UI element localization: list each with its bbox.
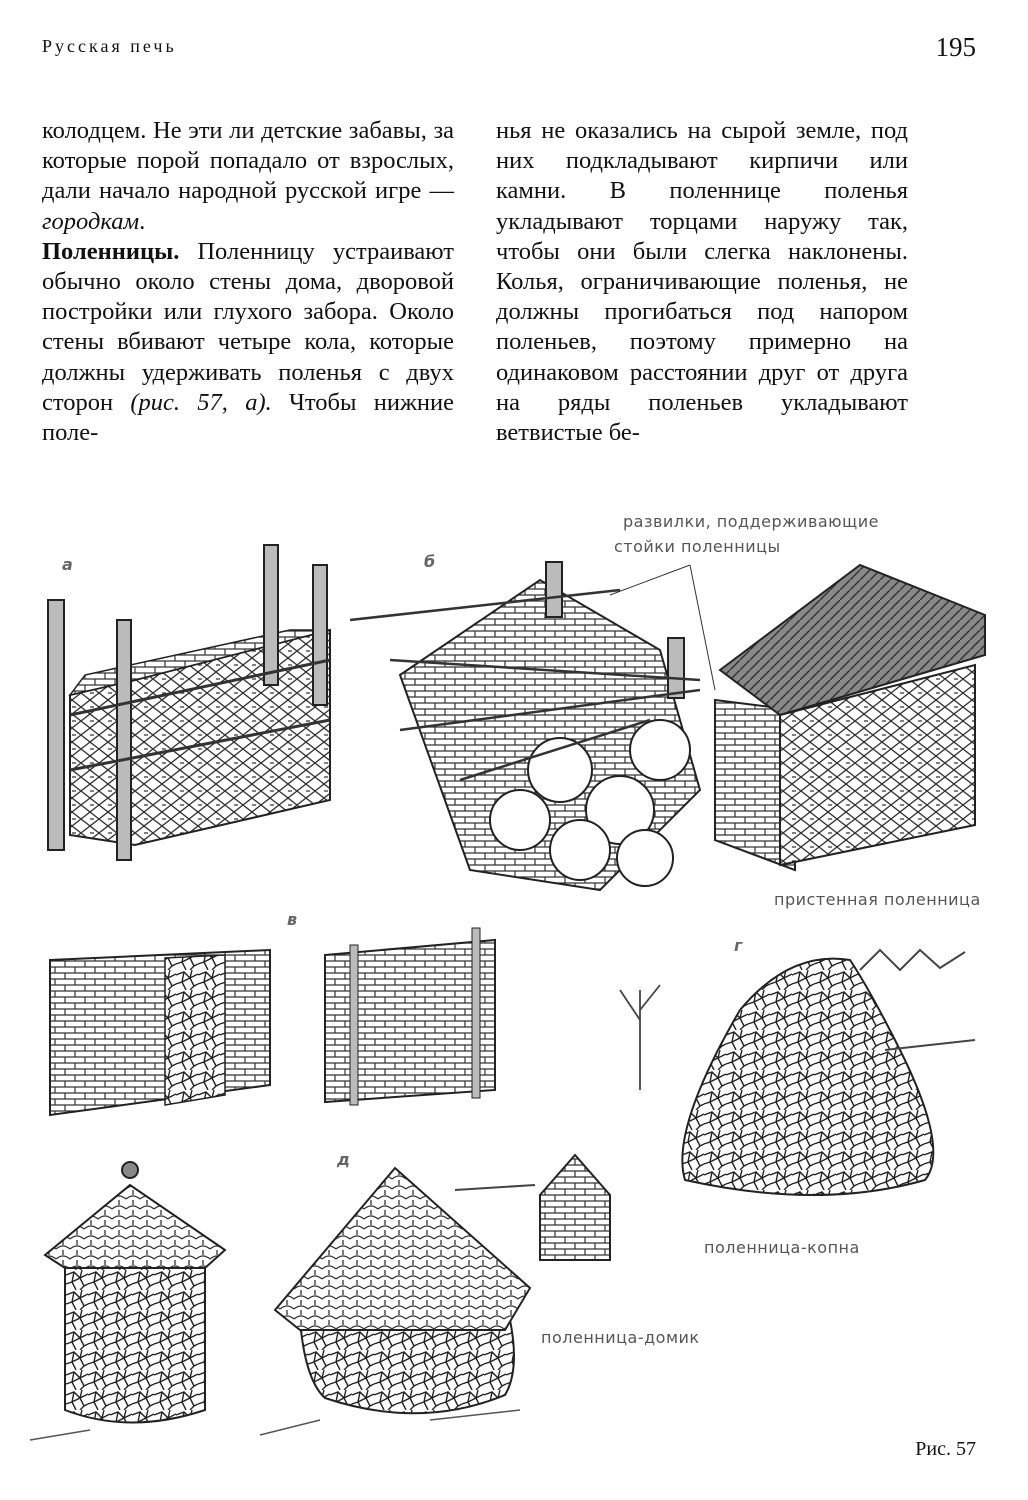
label-b: б: [424, 552, 436, 571]
paragraph-2-end: Чтобы нижние поле-: [42, 388, 454, 447]
label-wall-pile: пристенная поленница: [774, 890, 981, 909]
woodpile-v: [50, 928, 495, 1115]
paragraph-2: [42, 237, 454, 448]
paragraph-3: нья не оказались на сырой земле, под них подкладывают кирпичи или камни. В поленнице поленья укладывают торцами наружу так, чтобы они были слегка наклонены. Колья, ограничивающие поленья, не должны прогибаться под напором поленьев, поэтому примерно на одинаковом расстоянии друг от друга на ряды поленьев укладывают ветвистые бе-: [496, 117, 908, 447]
woodpile-wall: [715, 565, 985, 870]
paragraph-2-text: Поленницу устраивают обычно около стены дома, дворовой постройки или глухого забора. Около стены вбивают четыре кола, которые должны удерживать поленья с двух сторон: [42, 237, 454, 416]
paragraph-1-text: колодцем. Не эти ли детские забавы, за которые порой попадало от взрослых, дали начало народной русской игре —: [42, 117, 454, 205]
label-v: в: [287, 910, 298, 929]
woodpile-illustration: [0, 490, 1028, 1450]
label-d: д: [337, 1150, 350, 1169]
woodpile-kopna: [620, 950, 975, 1195]
label-forks-2: стойки поленницы: [614, 537, 781, 556]
label-a: а: [62, 555, 73, 574]
label-forks: развилки, поддерживающие: [623, 512, 879, 531]
page-number: 195: [935, 32, 976, 62]
paragraph-1: [42, 116, 454, 237]
figure-caption: Рис. 57: [915, 1438, 976, 1460]
woodpile-a: [48, 545, 330, 860]
running-header: Русская печь: [42, 36, 177, 56]
right-column: [496, 116, 908, 448]
woodpile-b: [350, 562, 715, 890]
section-heading: Поленницы.: [42, 237, 180, 265]
paragraph-1-italic: городкам: [42, 207, 140, 235]
label-domik: поленница-домик: [541, 1328, 700, 1347]
woodpile-domik: [30, 1155, 610, 1440]
figure-57: [0, 490, 1028, 1450]
figure-reference: (рис. 57, а).: [130, 388, 272, 416]
label-g: г: [734, 936, 743, 955]
left-column: [42, 116, 454, 448]
label-kopna: поленница-копна: [704, 1238, 860, 1257]
paragraph-1-end: .: [139, 207, 146, 235]
